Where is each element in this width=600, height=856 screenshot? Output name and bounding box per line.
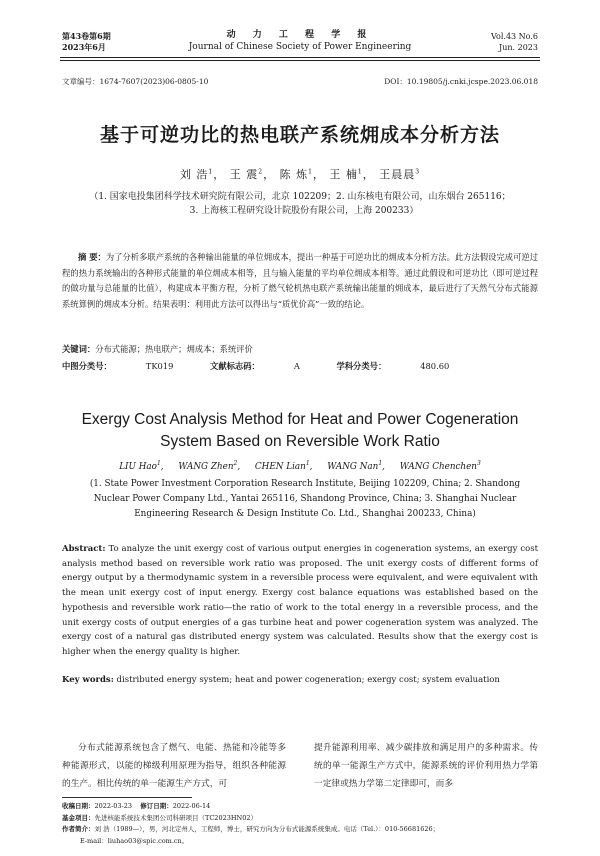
title-en <box>60 409 540 453</box>
classification-numbers <box>62 360 483 372</box>
abstract-en-label: Abstract: <box>62 544 106 554</box>
affiliation-line: （1. 国家电投集团科学技术研究院有限公司，北京 102209；2. 山东核电有限公司，山东烟台 265116； <box>89 192 511 202</box>
keywords-en-text: distributed energy system; heat and power cogeneration; exergy cost; system evaluation <box>116 675 500 685</box>
abstract-cn-label: 摘 要： <box>78 252 106 262</box>
footnote-rule <box>62 797 192 798</box>
date-cn: 2023年6月 <box>62 42 106 52</box>
keywords-cn-text: 分布式能源；热电联产；㶲成本；系统评价 <box>95 344 253 354</box>
revised-date: 2022-06-14 <box>172 802 211 810</box>
authors-en <box>60 460 540 472</box>
abstract-cn-text: 为了分析多联产系统的各种输出能量的单位㶲成本，提出一种基于可逆功比的㶲成本分析方法。此方法假设完成可逆过程的热力系统输出的各种形式能量的单位㶲成本相等，且与输入能量的平均单位㶲成本相等。通过此假设和可逆功比（即可逆过程的做功量与总能量的比值），构建成本平衡方程，分析了燃气轮机热电联产系统输出能量的㶲成本，最后进行了天然气分布式能源系统算例的㶲成本分析。结果表明：利用此方法可以得出与“质优价高”一致的结论。 <box>62 252 538 309</box>
footnote-fund: 基金项目：先进核能系统技术集团公司科研项目（TC2023HN02） <box>62 813 257 822</box>
volume-issue-cn: 第43卷第6期 <box>62 31 111 41</box>
abstract-en-text: To analyze the unit exergy cost of various output energies in cogeneration systems, an exergy cost analysis method based on reversible work ratio was proposed. The unit exergy costs of different forms of energy output by a thermodynamic system in a reversible process were equivalent, and were equivalent with the mean unit exergy cost of input energy. Exergy cost balance equations was established based on the hypothesis and reversible work ratio—the ratio of work to the total energy in a reversible process, and the unit exergy costs of output energies of a gas turbine heat and power cogeneration system was analyzed. The exergy cost of a natural gas distributed energy system was calculated. Results show that the exergy cost is higher when the energy quality is higher. <box>62 544 538 657</box>
author-en: WANG Nan$^1$, <box>327 460 385 472</box>
header-rule <box>60 57 540 58</box>
affiliations-cn <box>60 190 540 218</box>
author-en: CHEN Lian$^1$, <box>254 460 313 472</box>
keywords-cn-label: 关键词： <box>62 344 96 354</box>
doi: DOI：10.19805/j.cnki.jcspe.2023.06.018 <box>384 77 538 86</box>
subject-code: 学科分类号： 480.60 <box>336 361 450 371</box>
author-cn: 刘 浩 <box>179 168 209 181</box>
abstract-en <box>62 542 538 660</box>
body-column-left: 分布式能源系统包含了燃气、电能、热能和冷能等多种能源形式，以能的梯级利用原理为指导，组织各种能源的生产。相比传统的单一能源生产方式，可 <box>62 743 286 789</box>
abstract-cn <box>62 250 538 312</box>
footnote-dates: 收稿日期：2022-03-23 修订日期：2022-06-14 <box>62 802 211 810</box>
keywords-cn <box>62 343 253 355</box>
volume-issue-en: Vol.43 No.6 <box>491 32 538 41</box>
received-date: 2022-03-23 <box>94 802 132 810</box>
author-cn: 陈 炼 <box>279 168 309 181</box>
affiliations-en <box>80 477 530 522</box>
date-en: Jun. 2023 <box>499 43 538 52</box>
header-rule-thin <box>60 60 540 61</box>
journal-name-en: Journal of Chinese Society of Power Engineering <box>188 42 412 52</box>
journal-volume-cn <box>62 31 111 53</box>
author-cn: 王 楠 <box>329 168 358 181</box>
keywords-en-label: Key words: <box>62 675 114 685</box>
document-code: 文献标志码： A <box>210 361 300 371</box>
footnote-email: E-mail：liuhao03@spic.com.cn。 <box>80 836 189 845</box>
affiliation-line: Engineering Research & Design Institute Co. Ltd., Shanghai 200233, China) <box>134 509 476 519</box>
keywords-en <box>62 675 500 685</box>
footnote-author: 作者简介：刘 浩（1989—），男，河北定州人，工程师，博士，研究方向为分布式能源系统集成。电话（Tel.）：010-56681626； <box>62 825 440 833</box>
affiliation-line: 3. 上海核工程研究设计院股份有限公司，上海 200233） <box>189 206 419 216</box>
body-column-right: 提升能源利用率、减少碳排放和满足用户的多种需求。传统的单一能源生产方式中，能源系统的评价利用热力学第一定律或热力学第二定律即可，而多 <box>314 743 538 789</box>
footnotes <box>62 801 538 847</box>
author-en: WANG Chenchen$^3$ <box>399 460 481 472</box>
authors-cn: 刘 浩$^1$， 王 震$^2$， 陈 炼$^1$， 王 楠$^1$， 王晨晨$^3$ <box>179 168 421 181</box>
clc-number: 中图分类号： TK019 <box>62 361 174 371</box>
affiliation-line: Nuclear Power Company Ltd., Yantai 265116, Shandong Province, China; 3. Shanghai Nuclear <box>93 494 517 504</box>
title-cn: 基于可逆功比的热电联产系统㶲成本分析方法 <box>99 124 500 146</box>
journal-name <box>150 29 450 53</box>
affiliation-line: (1. State Power Investment Corporation Research Institute, Beijing 102209, China; 2. Shandong <box>89 479 521 489</box>
author-en: LIU Hao$^1$, <box>119 460 164 472</box>
article-number: 文章编号：1674-7607(2023)06-0805-10 <box>62 77 209 86</box>
journal-volume-en <box>491 31 538 53</box>
author-cn: 王 震 <box>229 168 259 181</box>
author-cn: 王晨晨 <box>379 168 416 181</box>
journal-name-cn: 动 力 工 程 学 报 <box>226 30 374 40</box>
title-en-line: Exergy Cost Analysis Method for Heat and Power Cogeneration <box>81 411 519 428</box>
title-en-line: System Based on Reversible Work Ratio <box>160 433 440 450</box>
author-en: WANG Zhen$^2$, <box>178 460 241 472</box>
